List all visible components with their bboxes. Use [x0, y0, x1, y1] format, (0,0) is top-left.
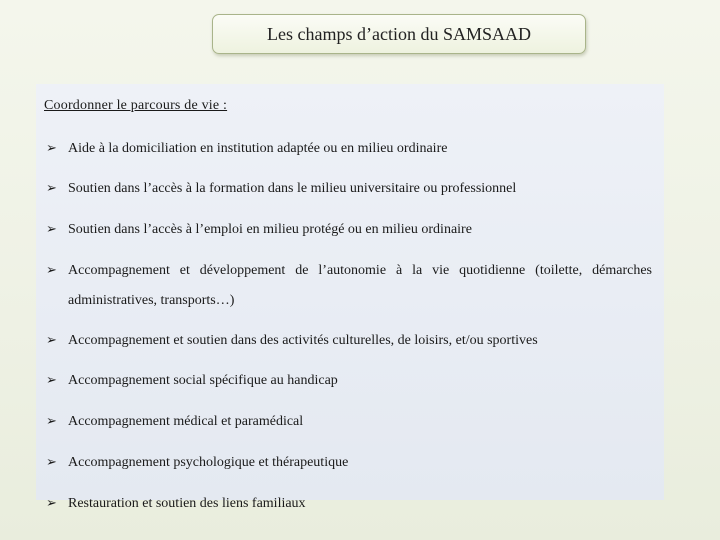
list-item [46, 407, 652, 437]
list-item [46, 326, 652, 356]
list-item-text: Aide à la domiciliation en institution adaptée ou en milieu ordinaire [68, 141, 448, 156]
arrow-bullet-icon: ➢ [46, 496, 57, 511]
list-item-text: Accompagnement et développement de l’autonomie à la vie quotidienne (toilette, démarches administratives, transports…) [68, 263, 652, 308]
list-item [46, 448, 652, 478]
list-item-text: Accompagnement et soutien dans des activités culturelles, de loisirs, et/ou sportives [68, 333, 538, 348]
list-item [46, 366, 652, 396]
arrow-bullet-icon: ➢ [46, 181, 57, 196]
list-item [46, 215, 652, 245]
list-item-text: Soutien dans l’accès à la formation dans le milieu universitaire ou professionnel [68, 181, 517, 196]
intro-heading: Coordonner le parcours de vie : [44, 98, 228, 113]
arrow-bullet-icon: ➢ [46, 263, 57, 278]
arrow-bullet-icon: ➢ [46, 222, 57, 237]
list-item [46, 489, 652, 519]
list-item-text: Accompagnement médical et paramédical [68, 414, 304, 429]
list-item-text: Accompagnement social spécifique au handicap [68, 373, 338, 388]
arrow-bullet-icon: ➢ [46, 455, 57, 470]
arrow-bullet-icon: ➢ [46, 141, 57, 156]
slide-title-text: Les champs d’action du SAMSAAD [267, 23, 531, 44]
slide-title [212, 14, 586, 54]
arrow-bullet-icon: ➢ [46, 414, 57, 429]
list-item-text: Accompagnement psychologique et thérapeutique [68, 455, 349, 470]
arrow-bullet-icon: ➢ [46, 333, 57, 348]
list-item-text: Restauration et soutien des liens familiaux [68, 496, 306, 511]
arrow-bullet-icon: ➢ [46, 373, 57, 388]
list-item [46, 134, 652, 164]
list-item-text: Soutien dans l’accès à l’emploi en milieu protégé ou en milieu ordinaire [68, 222, 472, 237]
list-item [46, 256, 652, 316]
list-item [46, 174, 652, 204]
